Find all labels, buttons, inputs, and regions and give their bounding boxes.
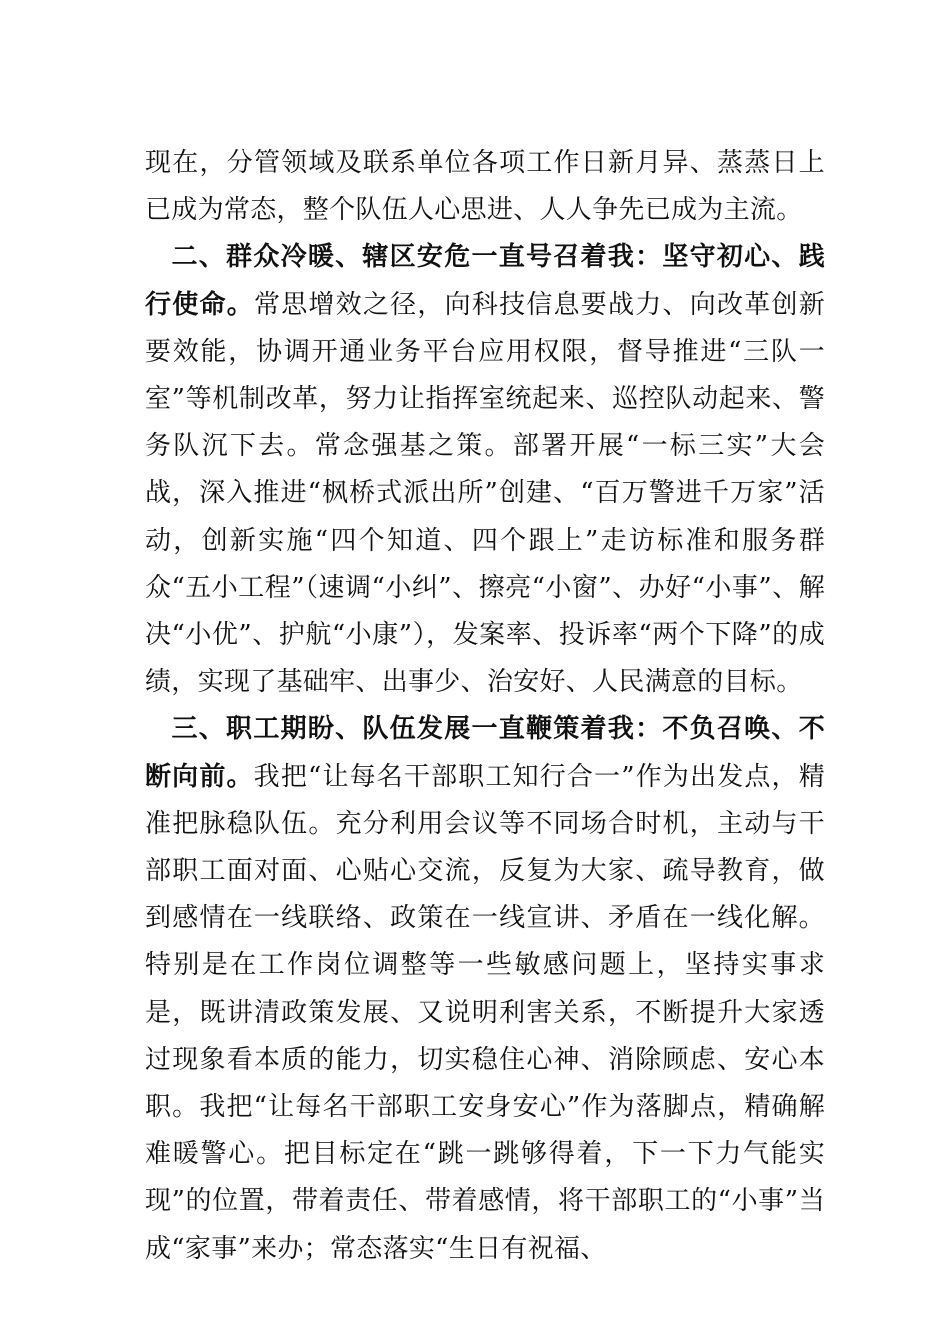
- section-two-body: 常思增效之径，向科技信息要战力、向改革创新要效能，协调开通业务平台应用权限，督导推进“三队一室”等机制改革，努力让指挥室统起来、巡控队动起来、警务队沉下去。常念强基之策。部署开展“一标三实”大会战，深入推进“枫桥式派出所”创建、“百万警进千万家”活动，创新实施“四个知道、四个跟上”走访标准和服务群众“五小工程”（速调“小纠”、擦亮“小窗”、办好“小事”、解决“小优”、护航“小康”），发案率、投诉率“两个下降”的成绩，实现了基础牢、出事少、治安好、人民满意的目标。: [145, 289, 825, 698]
- section-three-paragraph: [145, 706, 825, 1272]
- paragraph-continuation: 现在，分管领域及联系单位各项工作日新月异、蒸蒸日上已成为常态，整个队伍人心思进、人人争先已成为主流。: [145, 148, 825, 226]
- section-three-body: 我把“让每名干部职工知行合一”作为出发点，精准把脉稳队伍。充分利用会议等不同场合时机，主动与干部职工面对面、心贴心交流，反复为大家、疏导教育，做到感情在一线联络、政策在一线宣讲、矛盾在一线化解。特别是在工作岗位调整等一些敏感问题上，坚持实事求是，既讲清政策发展、又说明利害关系，不断提升大家透过现象看本质的能力，切实稳住心神、消除顾虑、安心本职。我把“让每名干部职工安身安心”作为落脚点，精确解难暖警心。把目标定在“跳一跳够得着，下一下力气能实现”的位置，带着责任、带着感情，将干部职工的“小事”当成“家事”来办；常态落实“生日有祝福、: [145, 761, 826, 1264]
- section-three-heading: 三、职工期盼、队伍发展一直鞭策着我：不负召唤、不断向前。: [145, 714, 825, 792]
- section-two-paragraph: [145, 234, 825, 706]
- section-two-heading: 二、群众冷暖、辖区安危一直号召着我：坚守初心、践行使命。: [145, 242, 825, 320]
- document-body: [145, 140, 825, 1273]
